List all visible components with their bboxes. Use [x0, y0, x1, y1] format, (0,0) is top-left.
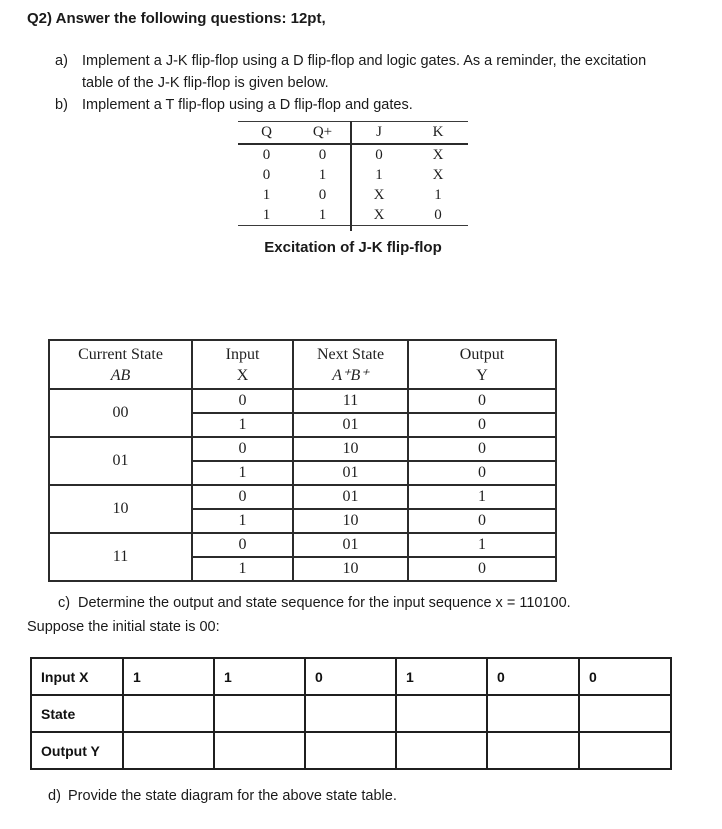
empty-answer-cell [305, 695, 396, 732]
seq-input-cell: 1 [123, 658, 214, 695]
item-c-label: c) [58, 595, 71, 611]
empty-answer-cell [123, 695, 214, 732]
table-row [49, 485, 556, 509]
empty-answer-cell [396, 695, 487, 732]
seq-row-label: Input X [31, 658, 123, 695]
table-row [238, 185, 468, 205]
input-cell: 1 [192, 509, 293, 533]
exc-header-j: J [350, 122, 408, 145]
item-a-line1: Implement a J-K flip-flop using a D flip-flop and logic gates. As a reminder, the excitation [82, 53, 647, 69]
seq-input-cell: 0 [487, 658, 579, 695]
table-row [31, 695, 671, 732]
state-table-header-output: Output Y [408, 340, 556, 389]
table-row [49, 340, 556, 389]
item-b-text: Implement a T flip-flop using a D flip-flop and gates. [82, 97, 413, 113]
excitation-table-divider [350, 121, 352, 231]
next-state-cell: 10 [293, 437, 408, 461]
empty-answer-cell [487, 695, 579, 732]
state-table-header-input: Input X [192, 340, 293, 389]
exc-cell: 0 [262, 166, 271, 183]
output-cell: 0 [408, 389, 556, 413]
exc-cell: 1 [434, 186, 442, 203]
state-table [48, 339, 557, 582]
exc-cell: X [373, 186, 385, 203]
exc-header-k: K [408, 122, 468, 145]
table-row [238, 122, 468, 145]
seq-input-cell: 0 [305, 658, 396, 695]
empty-answer-cell [123, 732, 214, 769]
excitation-table-caption: Excitation of J-K flip-flop [264, 239, 442, 256]
output-cell: 0 [408, 557, 556, 581]
item-b-label: b) [55, 97, 68, 113]
state-table-header-current: Current State AB [49, 340, 192, 389]
item-a-label: a) [55, 53, 68, 69]
exc-cell: 0 [434, 206, 442, 223]
exc-cell: X [432, 166, 444, 183]
current-state-cell: 10 [49, 485, 192, 533]
exc-cell: 1 [375, 166, 383, 183]
exc-cell: 0 [318, 186, 327, 203]
item-b [55, 94, 413, 116]
seq-row-label: State [31, 695, 123, 732]
next-state-cell: 01 [293, 461, 408, 485]
item-d-text: Provide the state diagram for the above state table. [68, 788, 397, 804]
next-state-cell: 11 [293, 389, 408, 413]
state-table-header-next: Next State A⁺B⁺ [293, 340, 408, 389]
next-state-cell: 10 [293, 509, 408, 533]
exc-cell: 1 [318, 166, 327, 183]
exc-header-qplus: Q+ [295, 122, 350, 145]
current-state-cell: 01 [49, 437, 192, 485]
exc-cell: 1 [262, 206, 271, 223]
item-a-text [82, 50, 646, 94]
item-c-line2: Suppose the initial state is 00: [27, 619, 220, 635]
item-c [58, 592, 571, 614]
item-d-label: d) [48, 788, 61, 804]
next-state-cell: 10 [293, 557, 408, 581]
item-a-line2: table of the J-K flip-flop is given below. [82, 75, 329, 91]
exc-header-q: Q [238, 122, 295, 145]
table-row [238, 165, 468, 185]
input-cell: 1 [192, 461, 293, 485]
sequence-table [30, 657, 672, 770]
current-state-cell: 11 [49, 533, 192, 581]
table-row [49, 533, 556, 557]
input-cell: 0 [192, 389, 293, 413]
item-d [48, 785, 397, 807]
empty-answer-cell [396, 732, 487, 769]
table-row [238, 205, 468, 226]
question-title: Q2) Answer the following questions: 12pt, [27, 10, 326, 27]
input-cell: 1 [192, 413, 293, 437]
exc-cell: X [432, 146, 444, 163]
exc-cell: X [373, 206, 385, 223]
empty-answer-cell [579, 732, 671, 769]
table-row [238, 144, 468, 165]
next-state-cell: 01 [293, 485, 408, 509]
seq-row-label: Output Y [31, 732, 123, 769]
input-cell: 0 [192, 485, 293, 509]
table-row [49, 389, 556, 413]
output-cell: 1 [408, 533, 556, 557]
item-c-text: Determine the output and state sequence for the input sequence x = 110100. [78, 595, 571, 611]
table-row [31, 658, 671, 695]
empty-answer-cell [305, 732, 396, 769]
empty-answer-cell [487, 732, 579, 769]
exc-cell: 1 [318, 206, 327, 223]
table-row [31, 732, 671, 769]
output-cell: 0 [408, 509, 556, 533]
output-cell: 0 [408, 437, 556, 461]
output-cell: 0 [408, 461, 556, 485]
output-cell: 0 [408, 413, 556, 437]
empty-answer-cell [214, 695, 305, 732]
next-state-cell: 01 [293, 533, 408, 557]
input-cell: 0 [192, 533, 293, 557]
output-cell: 1 [408, 485, 556, 509]
seq-input-cell: 0 [579, 658, 671, 695]
excitation-table [238, 121, 468, 226]
seq-input-cell: 1 [214, 658, 305, 695]
seq-input-cell: 1 [396, 658, 487, 695]
exc-cell: 0 [262, 146, 271, 163]
exc-cell: 0 [318, 146, 327, 163]
current-state-cell: 00 [49, 389, 192, 437]
empty-answer-cell [579, 695, 671, 732]
exc-cell: 0 [375, 146, 383, 163]
empty-answer-cell [214, 732, 305, 769]
next-state-cell: 01 [293, 413, 408, 437]
table-row [49, 437, 556, 461]
exc-cell: 1 [262, 186, 271, 203]
item-a [55, 50, 646, 94]
input-cell: 1 [192, 557, 293, 581]
input-cell: 0 [192, 437, 293, 461]
